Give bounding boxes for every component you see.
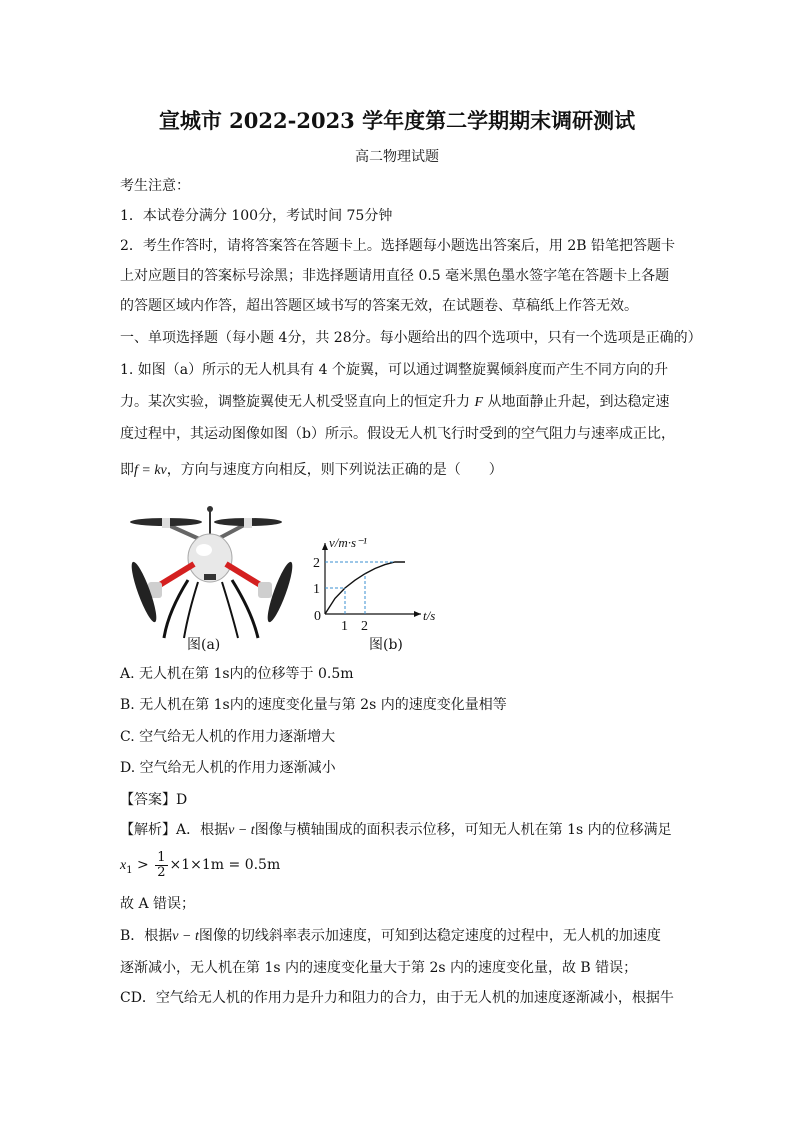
analysis-b-line-1: B．根据v − t图像的切线斜率表示加速度，可知到达稳定速度的过程中，无人机的加速度 [120, 928, 661, 944]
figure-a-drone-image [118, 502, 300, 654]
origin-label: 0 [314, 609, 321, 624]
notice-item-1: 1．本试卷分满分 100分，考试时间 75分钟 [120, 208, 393, 224]
notice-item-2-line-2: 上对应题目的答案标号涂黑；非选择题请用直径 0.5 毫米黑色墨水签字笔在答题卡上各题 [120, 268, 670, 284]
y-axis-label: v/m·s⁻¹ [329, 535, 367, 550]
force-symbol: F [474, 395, 484, 410]
figure-b-caption: 图(b) [369, 637, 403, 653]
question-1-line-1: 1. 如图（a）所示的无人机具有 4 个旋翼，可以通过调整旋翼倾斜度而产生不同方向的升 [120, 362, 668, 378]
option-a: A. 无人机在第 1s内的位移等于 0.5m [120, 666, 354, 682]
x-tick-label-1: 1 [341, 619, 348, 633]
analysis-b-line-2: 逐渐减小，无人机在第 1s 内的速度变化量大于第 2s 内的速度变化量，故 B 错误； [120, 960, 638, 976]
question-1-line-3: 度过程中，其运动图像如图（b）所示。假设无人机飞行时受到的空气阻力与速率成正比， [120, 426, 675, 442]
x-axis-label: t/s [423, 608, 436, 623]
y-axis-arrow [322, 543, 328, 550]
option-b: B. 无人机在第 1s内的速度变化量与第 2s 内的速度变化量相等 [120, 697, 507, 713]
option-d: D. 空气给无人机的作用力逐渐减小 [120, 760, 336, 776]
section-heading: 一、单项选择题（每小题 4分，共 28分。每小题给出的四个选项中，只有一个选项是正确的） [120, 330, 702, 346]
answer-label: 【答案】D [120, 792, 188, 808]
fraction-one-half: $\frac{1}{2}$ [157, 849, 166, 880]
x-tick-label-2: 2 [361, 619, 368, 633]
figure-b-vt-chart [305, 488, 480, 633]
notice-heading: 考生注意： [120, 178, 190, 194]
figure-a-caption: 图(a) [187, 637, 221, 653]
analysis-a-conclusion: 故 A 错误； [120, 896, 196, 912]
exam-subtitle: 高二物理试题 [355, 149, 439, 165]
y-tick-label-2: 2 [313, 556, 320, 571]
displacement-equation: $x_1$ > $\frac{1}{2}$ ×1×1m = 0.5m [120, 849, 281, 880]
vt-symbol: v − t [228, 823, 255, 838]
analysis-a: 【解析】A．根据v − t图像与横轴围成的面积表示位移，可知无人机在第 1s 内的位移满足 [120, 822, 672, 838]
drag-formula: f = kv [134, 463, 167, 478]
exam-title: 宣城市 2022-2023 学年度第二学期期末调研测试 [158, 108, 636, 133]
option-c: C. 空气给无人机的作用力逐渐增大 [120, 729, 336, 745]
question-1-line-2: 力。某次实验，调整旋翼使无人机受竖直向上的恒定升力 F 从地面静止升起，到达稳定速 [120, 394, 670, 410]
notice-item-2-line-1: 2．考生作答时，请将答案答在答题卡上。选择题每小题选出答案后，用 2B 铅笔把答题卡 [120, 238, 676, 254]
analysis-cd-line-1: CD．空气给无人机的作用力是升力和阻力的合力，由于无人机的加速度逐渐减小，根据牛 [120, 990, 674, 1006]
question-1-line-4: 即f = kv，方向与速度方向相反，则下列说法正确的是（ ） [120, 462, 503, 478]
x-axis-arrow [414, 611, 421, 617]
notice-item-2-line-3: 的答题区域内作答，超出答题区域书写的答案无效，在试题卷、草稿纸上作答无效。 [120, 298, 638, 314]
y-tick-label-1: 1 [313, 582, 320, 597]
